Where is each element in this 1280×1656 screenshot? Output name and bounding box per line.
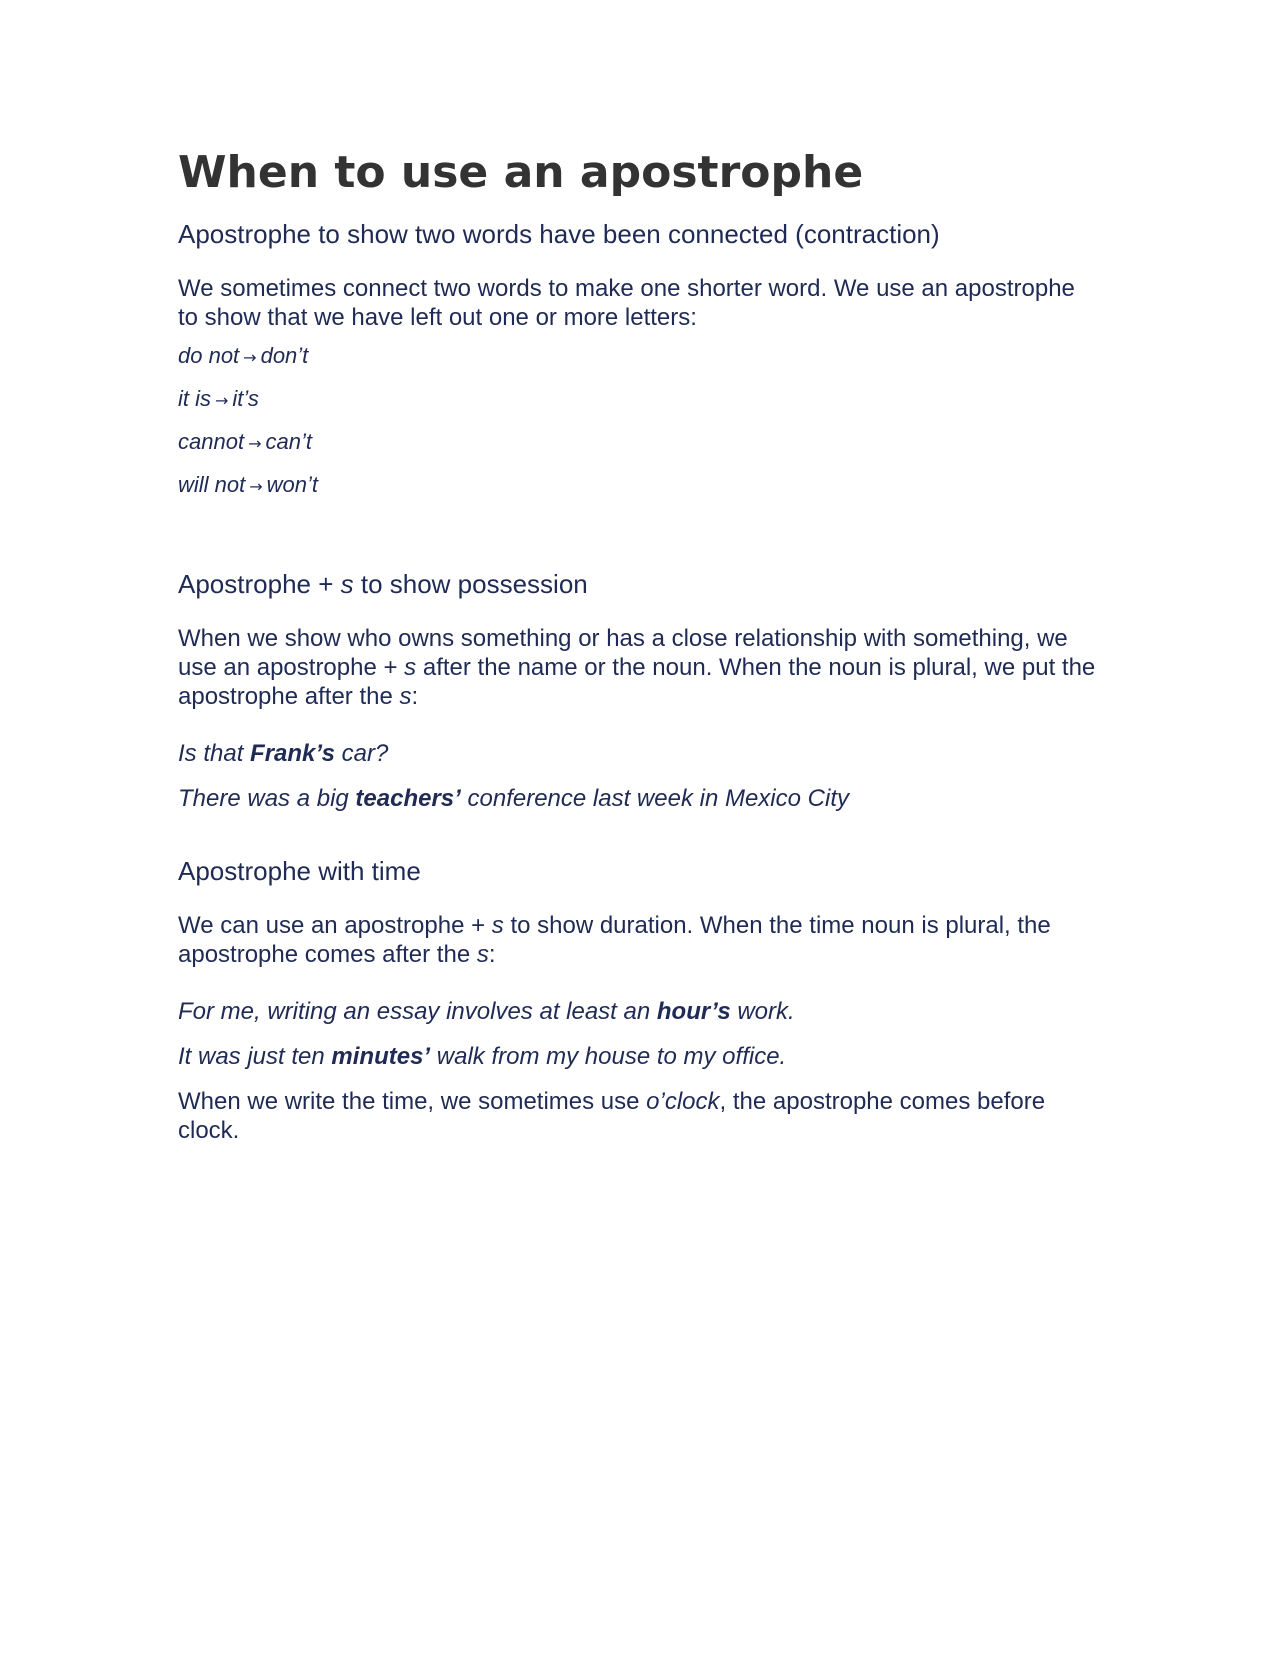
heading-text: Apostrophe +: [178, 569, 341, 599]
possession-example: [178, 740, 1098, 768]
intro-s: s: [399, 683, 412, 710]
example-to: don’t: [260, 343, 309, 368]
intro-s: s: [476, 941, 489, 968]
contraction-example: [178, 471, 1098, 501]
time-intro: [178, 911, 1098, 969]
example-from: it is: [178, 386, 211, 411]
heading-text: to show possession: [353, 569, 588, 599]
page-title: When to use an apostrophe: [178, 147, 864, 198]
example-text: car?: [334, 740, 389, 767]
example-to: won’t: [266, 472, 319, 497]
closing-text: When we write the time, we sometimes use: [178, 1088, 647, 1115]
example-from: do not: [178, 343, 240, 368]
closing-italic: o’clock: [646, 1088, 720, 1115]
arrow-icon: →: [215, 391, 229, 410]
intro-text: When we show who owns something or has a close relationship with something, we use an apostrophe +: [178, 625, 1068, 681]
intro-text: to show duration. When the time noun is plural, the apostrophe comes after the: [178, 912, 1051, 968]
example-bold: Frank’s: [250, 740, 335, 767]
contraction-example: [178, 428, 1098, 458]
section-heading-contraction: Apostrophe to show two words have been connected (contraction): [178, 219, 940, 249]
intro-text: We can use an apostrophe +: [178, 912, 492, 939]
example-to: it’s: [232, 386, 259, 411]
intro-s: s: [491, 912, 504, 939]
contraction-intro: We sometimes connect two words to make one shorter word. We use an apostrophe to show that we have left out one or more letters:: [178, 275, 1075, 331]
time-example: [178, 1043, 1098, 1071]
example-to: can’t: [265, 429, 312, 454]
example-text: There was a big: [178, 785, 356, 812]
closing-text: , the apostrophe comes before clock.: [178, 1088, 1046, 1144]
example-text: It was just ten: [178, 1043, 332, 1070]
arrow-icon: →: [248, 434, 262, 453]
section-heading-possession: [178, 568, 1098, 600]
possession-example: [178, 785, 1098, 813]
example-text: Is that: [178, 740, 251, 767]
section-heading-time: Apostrophe with time: [178, 856, 421, 886]
time-closing: [178, 1087, 1098, 1145]
possession-intro: [178, 624, 1098, 711]
intro-text: :: [488, 941, 496, 968]
arrow-icon: →: [243, 348, 257, 367]
example-text: conference last week in Mexico City: [460, 785, 849, 812]
example-bold: teachers’: [355, 785, 461, 812]
contraction-example: [178, 342, 1098, 372]
intro-s: s: [404, 654, 417, 681]
heading-s: s: [340, 569, 354, 599]
example-bold: hour’s: [656, 998, 731, 1025]
intro-text: after the name or the noun. When the noun is plural, we put the apostrophe after the: [178, 654, 1096, 710]
example-bold: minutes’: [331, 1043, 431, 1070]
arrow-icon: →: [249, 477, 263, 496]
example-text: work.: [730, 998, 795, 1025]
example-text: walk from my house to my office.: [430, 1043, 787, 1070]
time-example: [178, 998, 1098, 1026]
contraction-example: [178, 385, 1098, 415]
example-from: will not: [178, 472, 246, 497]
example-from: cannot: [178, 429, 245, 454]
example-text: For me, writing an essay involves at least an: [178, 998, 657, 1025]
intro-text: :: [411, 683, 419, 710]
